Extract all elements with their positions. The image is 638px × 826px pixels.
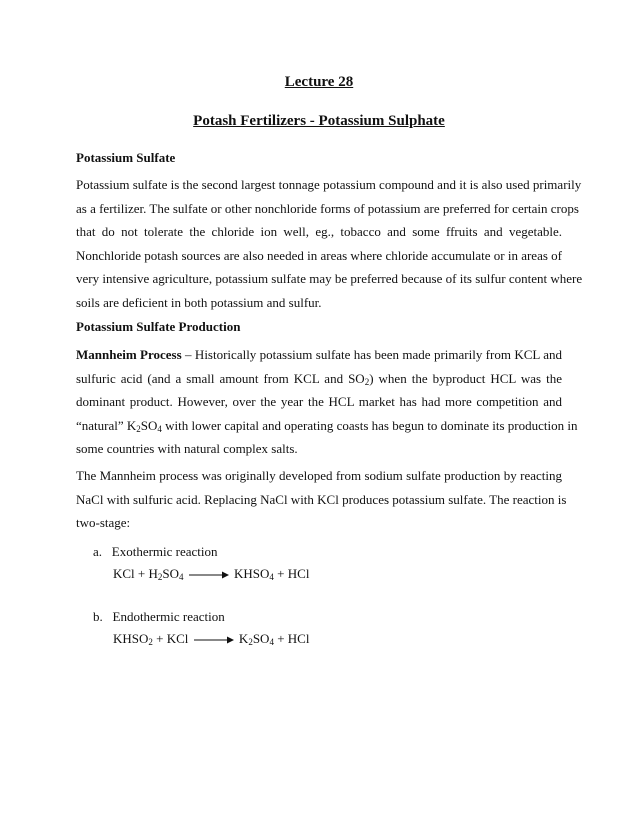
paragraph-line: “natural” $K_2SO_4$ with lower capital and operating coasts has begun to dominate its production in — [76, 417, 578, 434]
paragraph-line: dominant product. However, over the year the HCL market has had more competition and — [76, 394, 562, 410]
paragraph-intro — [76, 173, 583, 315]
paragraph-line: two-stage: — [76, 515, 131, 531]
paragraph-line: sulfuric acid (and a small amount from KCL and $SO_2$) when the byproduct HCL was the — [76, 370, 562, 387]
document-title: Potash Fertilizers - Potassium Sulphate — [193, 113, 445, 129]
lecture-number: Lecture 28 — [284, 74, 354, 90]
paragraph-process-description — [76, 464, 567, 535]
section-heading-potassium-sulfate: Potassium Sulfate — [76, 150, 176, 165]
paragraph-line: some countries with natural complex salts. — [76, 441, 298, 457]
mannheim-process-label: Mannheim Process — [76, 347, 182, 362]
paragraph-line: Mannheim Process – Historically potassium sulfate has been made primarily from KCL and — [76, 347, 562, 362]
paragraph-line: very intensive agriculture, potassium sulfate may be preferred because of its sulfur content where — [76, 271, 583, 287]
paragraph-line: soils are deficient in both potassium and sulfur. — [76, 294, 322, 310]
paragraph-line: as a fertilizer. The sulfate or other nonchloride forms of potassium are preferred for certain crops — [76, 200, 579, 216]
reaction-arrow-icon — [194, 635, 234, 645]
paragraph-line: that do not tolerate the chloride ion well, eg., tobacco and some ffruits and vegetable. — [76, 224, 562, 240]
list-item-endothermic: b. Endothermic reaction — [93, 609, 225, 624]
paragraph-mannheim — [76, 343, 578, 461]
section-heading-production: Potassium Sulfate Production — [76, 319, 241, 334]
paragraph-line: NaCl with sulfuric acid. Replacing NaCl with KCl produces potassium sulfate. The reaction is — [76, 491, 567, 507]
equation-exothermic: KCl + $H_2SO_4$ $KHSO_4$ + HCl — [113, 566, 310, 582]
reaction-arrow-icon — [189, 570, 229, 580]
equation-endothermic: $KHSO_2$ + KCl $K_2SO_4$ + HCl — [113, 631, 310, 647]
paragraph-line: Nonchloride potash sources are also needed in areas where chloride accumulate or in areas of — [76, 247, 562, 263]
paragraph-line: Potassium sulfate is the second largest tonnage potassium compound and it is also used primarily — [76, 177, 582, 192]
paragraph-line: The Mannheim process was originally developed from sodium sulfate production by reacting — [76, 468, 562, 483]
list-item-exothermic: a. Exothermic reaction — [93, 544, 218, 559]
